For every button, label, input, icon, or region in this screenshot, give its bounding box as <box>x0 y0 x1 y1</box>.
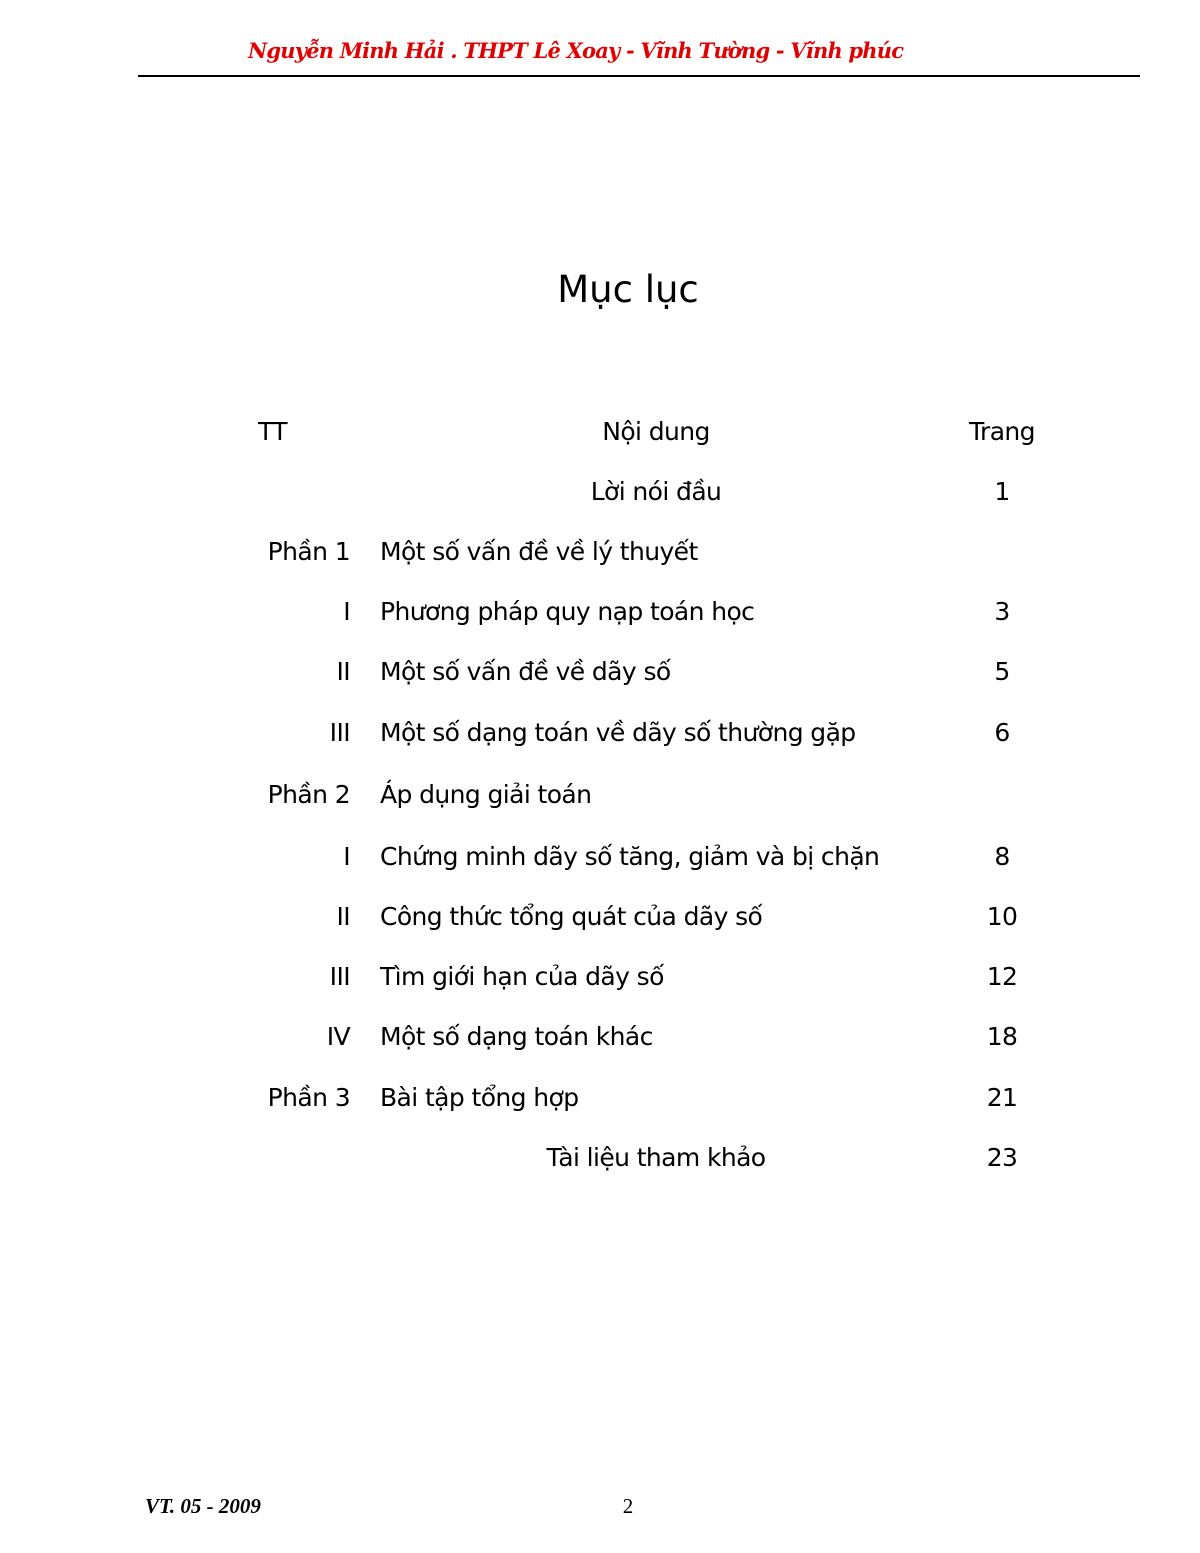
footer-date: VT. 05 - 2009 <box>145 1494 261 1518</box>
toc-entry-title: Áp dụng giải toán <box>380 780 592 809</box>
toc-entry-title: Lời nói đầu <box>590 477 722 506</box>
toc-entry-title: Công thức tổng quát của dãy số <box>380 902 763 931</box>
toc-entry-title: Một số vấn đề về lý thuyết <box>380 537 698 566</box>
header-rule <box>138 75 1140 77</box>
toc-row <box>0 773 1200 817</box>
toc-entry-number: II <box>336 657 350 686</box>
toc-entry-number: I <box>343 597 350 626</box>
toc-header-page: Trang <box>969 417 1035 446</box>
toc-entry-title: Tìm giới hạn của dãy số <box>380 962 664 991</box>
toc-entry-title: Tài liệu tham khảo <box>546 1143 766 1172</box>
toc-entry-page: 18 <box>986 1022 1018 1051</box>
toc-entry-page: 1 <box>994 477 1010 506</box>
toc-row <box>0 1136 1200 1180</box>
toc-row <box>0 1076 1200 1120</box>
toc-entry-title: Một số dạng toán khác <box>380 1022 653 1051</box>
toc-entry-number: II <box>336 902 350 931</box>
page-title: Mục lục <box>557 268 699 311</box>
toc-entry-page: 23 <box>986 1143 1018 1172</box>
toc-entry-number: III <box>329 718 350 747</box>
toc-entry-number: III <box>329 962 350 991</box>
toc-entry-title: Phương pháp quy nạp toán học <box>380 597 755 626</box>
toc-entry-number: Phần 1 <box>267 537 350 566</box>
toc-row <box>0 650 1200 694</box>
toc-row <box>0 955 1200 999</box>
toc-row <box>0 1015 1200 1059</box>
toc-row <box>0 895 1200 939</box>
toc-entry-number: IV <box>326 1022 350 1051</box>
toc-entry-title: Một số dạng toán về dãy số thường gặp <box>380 718 856 747</box>
toc-entry-page: 3 <box>994 597 1010 626</box>
toc-row <box>0 590 1200 634</box>
toc-entry-page: 12 <box>986 962 1018 991</box>
toc-header-row <box>0 410 1200 454</box>
toc-row <box>0 470 1200 514</box>
toc-entry-title: Chứng minh dãy số tăng, giảm và bị chặn <box>380 842 880 871</box>
toc-entry-page: 21 <box>986 1083 1018 1112</box>
toc-row <box>0 711 1200 755</box>
toc-entry-title: Một số vấn đề về dãy số <box>380 657 671 686</box>
toc-entry-page: 10 <box>986 902 1018 931</box>
toc-row <box>0 530 1200 574</box>
toc-entry-page: 5 <box>994 657 1010 686</box>
toc-entry-number: Phần 2 <box>267 780 350 809</box>
toc-header-content: Nội dung <box>602 417 710 446</box>
toc-entry-page: 8 <box>994 842 1010 871</box>
header-author-school: Nguyễn Minh Hải . THPT Lê Xoay - Vĩnh Tường - Vĩnh phúc <box>248 38 904 63</box>
toc-header-tt: TT <box>258 417 287 446</box>
toc-entry-title: Bài tập tổng hợp <box>380 1083 579 1112</box>
toc-entry-page: 6 <box>994 718 1010 747</box>
toc-entry-number: I <box>343 842 350 871</box>
footer-page-number: 2 <box>622 1494 634 1518</box>
toc-row <box>0 835 1200 879</box>
toc-entry-number: Phần 3 <box>267 1083 350 1112</box>
